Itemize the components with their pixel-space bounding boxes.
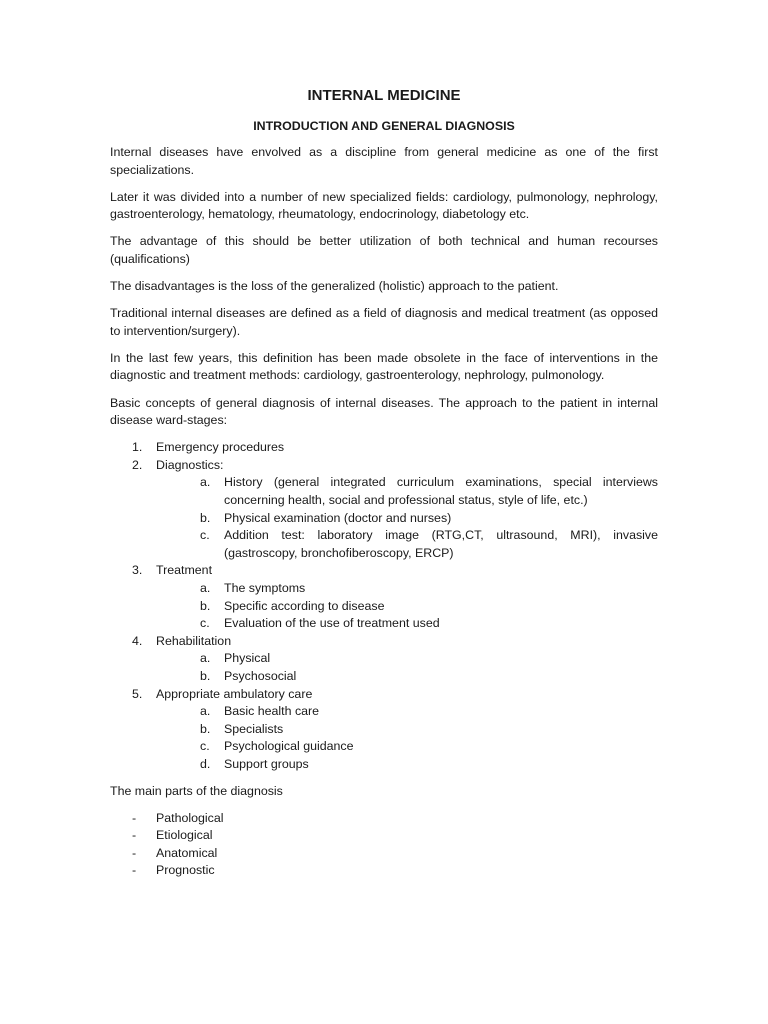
diagnosis-part-item xyxy=(110,827,658,845)
substage-text: Psychological guidance xyxy=(224,739,354,754)
paragraph: Basic concepts of general diagnosis of internal diseases. The approach to the patient in internal disease ward-stages: xyxy=(110,395,658,428)
paragraph: The disadvantages is the loss of the generalized (holistic) approach to the patient. xyxy=(110,279,559,294)
diagnosis-part-text: Pathological xyxy=(156,810,224,825)
stage-item xyxy=(110,439,658,457)
substage-item xyxy=(200,510,658,528)
paragraph: Internal diseases have envolved as a discipline from general medicine as one of the first specializations. xyxy=(110,145,658,177)
substage-text: Specialists xyxy=(224,721,284,736)
stage-label: Treatment xyxy=(156,563,213,578)
diagnosis-parts-list xyxy=(110,810,658,880)
diagnosis-part-item xyxy=(110,810,658,828)
substage-item xyxy=(200,474,658,509)
stage-number: 3. xyxy=(132,563,143,578)
substage-text: Addition test: laboratory image (RTG,CT, ultrasound, MRI), invasive (gastroscopy, bronchofiberoscopy, ERCP) xyxy=(224,528,658,560)
substage-text: Specific according to disease xyxy=(224,598,385,613)
stage-label: Diagnostics: xyxy=(156,457,224,472)
substage-item xyxy=(200,668,658,686)
substage-letter: a. xyxy=(200,580,211,595)
stage-item xyxy=(110,686,658,774)
paragraph: Later it was divided into a number of new specialized fields: cardiology, pulmonology, nephrology, gastroenterology, hematology, rheumatology, endocrinology, diabetology etc. xyxy=(110,189,658,222)
document-title: INTERNAL MEDICINE xyxy=(307,87,461,104)
diagnosis-part-item xyxy=(110,862,658,880)
stage-number: 2. xyxy=(132,457,143,472)
substage-letter: b. xyxy=(200,598,211,613)
document-subtitle: INTRODUCTION AND GENERAL DIAGNOSIS xyxy=(253,119,515,133)
substage-text: Basic health care xyxy=(224,704,320,719)
substage-letter: a. xyxy=(200,475,211,490)
stage-number: 4. xyxy=(132,633,143,648)
document-page xyxy=(110,86,658,880)
dash-bullet: - xyxy=(132,810,137,825)
substage-letter: b. xyxy=(200,721,211,736)
stage-item xyxy=(110,633,658,686)
substage-list xyxy=(156,650,658,685)
substage-item xyxy=(200,703,658,721)
substage-text: The symptoms xyxy=(224,580,306,595)
substage-letter: c. xyxy=(200,528,210,543)
substage-list xyxy=(156,703,658,773)
substage-item xyxy=(200,721,658,739)
diagnosis-part-text: Etiological xyxy=(156,828,213,843)
substage-letter: a. xyxy=(200,651,211,666)
substage-text: Psychosocial xyxy=(224,668,297,683)
diagnosis-part-text: Prognostic xyxy=(156,863,215,878)
substage-text: Evaluation of the use of treatment used xyxy=(224,616,440,631)
substage-letter: b. xyxy=(200,510,211,525)
diagnosis-intro: The main parts of the diagnosis xyxy=(110,783,283,798)
stage-item xyxy=(110,457,658,563)
paragraph: The advantage of this should be better utilization of both technical and human recourses (qualifications) xyxy=(110,234,658,266)
substage-item xyxy=(200,650,658,668)
substage-letter: a. xyxy=(200,704,211,719)
stages-list xyxy=(110,439,658,773)
substage-item xyxy=(200,756,658,774)
stage-item xyxy=(110,562,658,632)
dash-bullet: - xyxy=(132,828,137,843)
substage-letter: b. xyxy=(200,668,211,683)
substage-text: History (general integrated curriculum examinations, special interviews concerning health, social and professional status, style of life, etc.) xyxy=(224,475,658,507)
substage-item xyxy=(200,738,658,756)
substage-item xyxy=(200,527,658,562)
stage-label: Appropriate ambulatory care xyxy=(156,686,313,701)
stage-label: Emergency procedures xyxy=(156,440,285,455)
substage-letter: c. xyxy=(200,739,210,754)
stage-number: 1. xyxy=(132,440,143,455)
substage-text: Support groups xyxy=(224,756,309,771)
stage-label: Rehabilitation xyxy=(156,633,232,648)
substage-text: Physical xyxy=(224,651,271,666)
dash-bullet: - xyxy=(132,863,137,878)
substage-list xyxy=(156,474,658,562)
paragraph: In the last few years, this definition has been made obsolete in the face of interventions in the diagnostic and treatment methods: cardiology, gastroenterology, nephrology, pulmonology. xyxy=(110,350,658,383)
diagnosis-part-text: Anatomical xyxy=(156,845,218,860)
substage-item xyxy=(200,598,658,616)
substage-letter: c. xyxy=(200,616,210,631)
substage-item xyxy=(200,615,658,633)
paragraph: Traditional internal diseases are defined as a field of diagnosis and medical treatment (as opposed to intervention/surgery). xyxy=(110,306,658,338)
substage-list xyxy=(156,580,658,633)
substage-item xyxy=(200,580,658,598)
dash-bullet: - xyxy=(132,845,137,860)
diagnosis-part-item xyxy=(110,845,658,863)
stage-number: 5. xyxy=(132,686,143,701)
substage-text: Physical examination (doctor and nurses) xyxy=(224,510,452,525)
substage-letter: d. xyxy=(200,756,211,771)
